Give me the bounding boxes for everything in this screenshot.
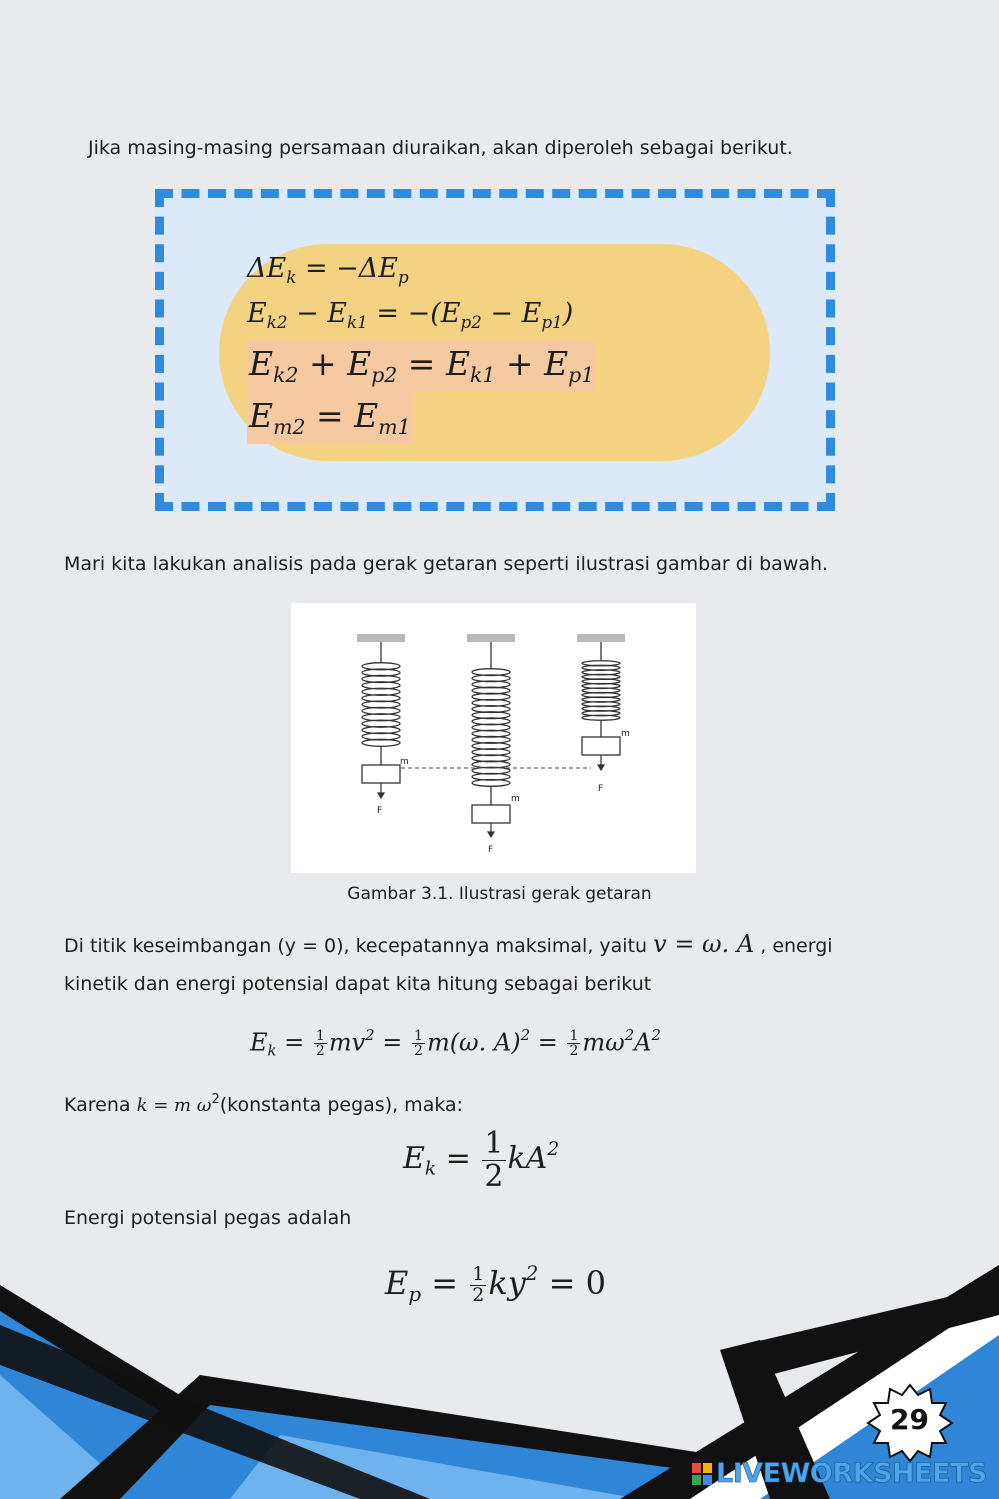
mass-1 [362,765,400,783]
equation-line-1: $\Delta E_k = -\Delta E_p$ [247,253,409,287]
mass-label-3: m [621,729,630,739]
spring-1 [362,642,400,765]
spring-diagram [291,603,696,873]
velocity-formula: v = ω. A [653,930,755,958]
spring-constant-text: Karena k = m $\omega^2(konstanta$ pegas), maka: [64,1092,464,1116]
mass-3 [582,737,620,755]
analysis-text: Mari kita lakukan analisis pada gerak getaran seperti ilustrasi gambar di bawah. [64,553,829,575]
spring-3 [582,642,620,737]
force-label-1: F [377,806,383,816]
figure-caption: Gambar 3.1. Ilustrasi gerak getaran [347,884,652,904]
ceiling-1 [357,634,405,642]
ep-formula: $E_p$ = $\frac{1}{2}$ $ky^2 = 0$ [385,1262,606,1306]
page-number: 29 [890,1403,929,1436]
mass-label-2: m [511,794,520,804]
mass-label-1: m [400,757,409,767]
spring-2 [472,642,510,805]
liveworksheets-logo-icon [692,1463,712,1485]
intro-text: Jika masing-masing persamaan diuraikan, akan diperoleh sebagai berikut. [88,137,793,159]
equation-line-3: $E_{k2} + E_{p2} = E_{k1} + E_{p1}$ [247,340,596,392]
equilibrium-text-line2: kinetik dan energi potensial dapat kita hitung sebagai berikut [64,973,652,995]
equilibrium-text: Di titik keseimbangan (y = 0), kecepatannya maksimal, yaitu v = ω. A , energi [64,930,833,958]
mass-2 [472,805,510,823]
kinetic-energy-formula: $E_k$ = $\frac{1}{2}$ $mv^2$ = $\frac{1}{2}$ m(ω. A)$^2$ = $\frac{1}{2}$ $m\omega^2A^2$ [250,1026,661,1060]
ceiling-2 [467,634,515,642]
force-label-2: F [488,845,494,855]
spring-illustration [291,603,696,873]
force-label-3: F [598,784,604,794]
ek-formula: $E_k$ = $\frac{1}{2}$ $kA^2$ [403,1126,560,1194]
ceiling-3 [577,634,625,642]
equation-line-2: $E_{k2} - E_{k1} = -(E_{p2} - E_{p1})$ [247,298,574,332]
potential-energy-text: Energi potensial pegas adalah [64,1207,352,1229]
equation-line-4: $E_{m2} = E_{m1}$ [247,392,413,444]
liveworksheets-watermark[interactable]: LIVEWORKSHEETS [716,1458,987,1489]
